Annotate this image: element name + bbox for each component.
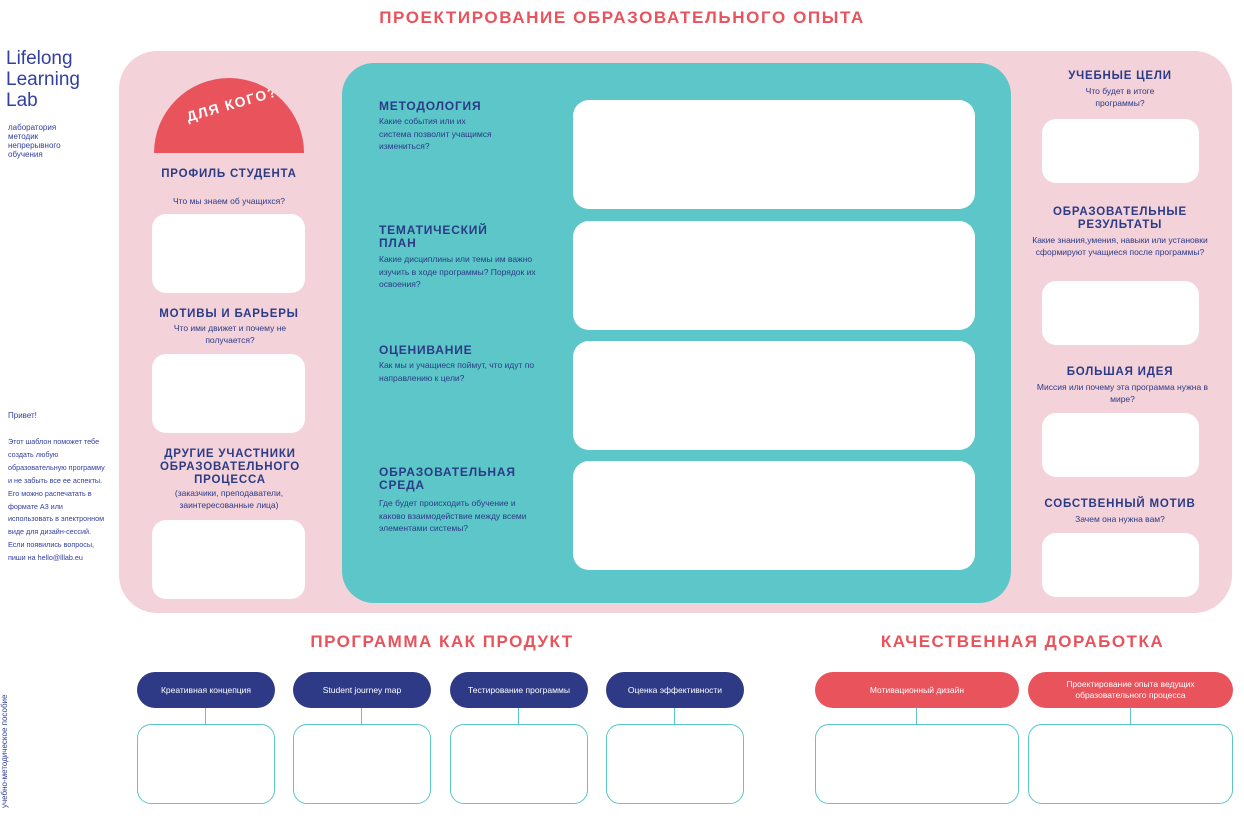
vertical-caption-text: учебно-методическое пособие (0, 694, 9, 808)
participants-title: ДРУГИЕ УЧАСТНИКИ ОБРАЗОВАТЕЛЬНОГО ПРОЦЕССА (159, 448, 301, 486)
environment-subtitle: Где будет происходить обучение и каково взаимодействие между всеми элементами системы? (379, 498, 527, 533)
assessment-box[interactable] (573, 341, 975, 450)
student-profile-title: ПРОФИЛЬ СТУДЕНТА (161, 168, 297, 180)
motives-title: МОТИВЫ И БАРЬЕРЫ (159, 308, 299, 320)
motives-box[interactable] (152, 354, 305, 433)
methodology-subtitle: Какие события или их система позволит учащимся измениться? (379, 116, 492, 151)
product-section-title: ПРОГРАММА КАК ПРОДУКТ (310, 632, 574, 651)
own-motive-subtitle: Зачем она нужна вам? (1075, 514, 1165, 524)
motives-subtitle: Что ими движет и почему не получается? (173, 323, 287, 345)
thematic-plan-box[interactable] (573, 221, 975, 330)
creative-concept-pill[interactable]: Креативная концепция (137, 672, 275, 708)
connector (674, 708, 675, 724)
logo-subtitle: лаборатория методик непрерывного обучения (8, 123, 61, 159)
big-idea-title: БОЛЬШАЯ ИДЕЯ (1066, 366, 1174, 378)
participants-subtitle: (заказчики, преподаватели, заинтересованные лица) (174, 488, 284, 510)
journey-map-box[interactable] (293, 724, 431, 804)
efficiency-pill[interactable]: Оценка эффективности (606, 672, 744, 708)
efficiency-box[interactable] (606, 724, 744, 804)
assessment-subtitle: Как мы и учащиеся поймут, что идут по направлению к цели? (379, 360, 535, 383)
connector (1130, 708, 1131, 724)
connector (361, 708, 362, 724)
methodology-box[interactable] (573, 100, 975, 209)
program-testing-pill[interactable]: Тестирование программы (450, 672, 588, 708)
thematic-plan-title: ТЕМАТИЧЕСКИЙ ПЛАН (379, 223, 488, 250)
facilitators-experience-box[interactable] (1028, 724, 1233, 804)
participants-box[interactable] (152, 520, 305, 599)
assessment-title: ОЦЕНИВАНИЕ (379, 343, 473, 357)
connector (205, 708, 206, 724)
environment-title: ОБРАЗОВАТЕЛЬНАЯ СРЕДА (379, 465, 516, 492)
logo (6, 48, 106, 111)
vertical-caption (0, 660, 14, 808)
connector (916, 708, 917, 724)
outcomes-title: ОБРАЗОВАТЕЛЬНЫЕ РЕЗУЛЬТАТЫ (1053, 206, 1187, 231)
own-motive-title: СОБСТВЕННЫЙ МОТИВ (1044, 498, 1196, 510)
learning-goals-box[interactable] (1042, 119, 1199, 183)
thematic-plan-subtitle: Какие дисциплины или темы им важно изучить в ходе программы? Порядок их освоения? (379, 254, 536, 289)
own-motive-box[interactable] (1042, 533, 1199, 597)
methodology-title: МЕТОДОЛОГИЯ (379, 99, 482, 113)
facilitators-experience-pill[interactable]: Проектирование опыта ведущих образовательного процесса (1028, 672, 1233, 708)
program-testing-box[interactable] (450, 724, 588, 804)
creative-concept-box[interactable] (137, 724, 275, 804)
motivational-design-box[interactable] (815, 724, 1019, 804)
outcomes-box[interactable] (1042, 281, 1199, 345)
refinement-section-title: КАЧЕСТВЕННАЯ ДОРАБОТКА (880, 632, 1165, 651)
student-profile-subtitle: Что мы знаем об учащихся? (173, 196, 285, 206)
page-title: ПРОЕКТИРОВАНИЕ ОБРАЗОВАТЕЛЬНОГО ОПЫТА (379, 8, 865, 27)
big-idea-subtitle: Миссия или почему эта программа нужна в мире? (1036, 382, 1209, 404)
learning-goals-subtitle: Что будет в итоге программы? (1085, 86, 1155, 108)
side-note-body: Этот шаблон поможет тебе создать любую образовательную программу и не забыть все ее аспекты. Его можно распечатать в формате А3 или использовать в электронном виде для дизайн-сессий. Если появились вопросы, пиши на hello@lllab.eu (8, 437, 105, 563)
side-note-greeting: Привет! (8, 411, 37, 420)
learning-goals-title: УЧЕБНЫЕ ЦЕЛИ (1068, 70, 1172, 82)
audience-badge-label: ДЛЯ КОГО? (184, 83, 280, 125)
student-profile-box[interactable] (152, 214, 305, 293)
logo-line-1: Lifelong (6, 48, 73, 69)
big-idea-box[interactable] (1042, 413, 1199, 477)
connector (518, 708, 519, 724)
logo-line-3: Lab (6, 90, 38, 111)
motivational-design-pill[interactable]: Мотивационный дизайн (815, 672, 1019, 708)
logo-line-2: Learning (6, 69, 80, 90)
environment-box[interactable] (573, 461, 975, 570)
outcomes-subtitle: Какие знания,умения, навыки или установки сформируют учащиеся после программы? (1032, 235, 1208, 257)
journey-map-pill[interactable]: Student journey map (293, 672, 431, 708)
